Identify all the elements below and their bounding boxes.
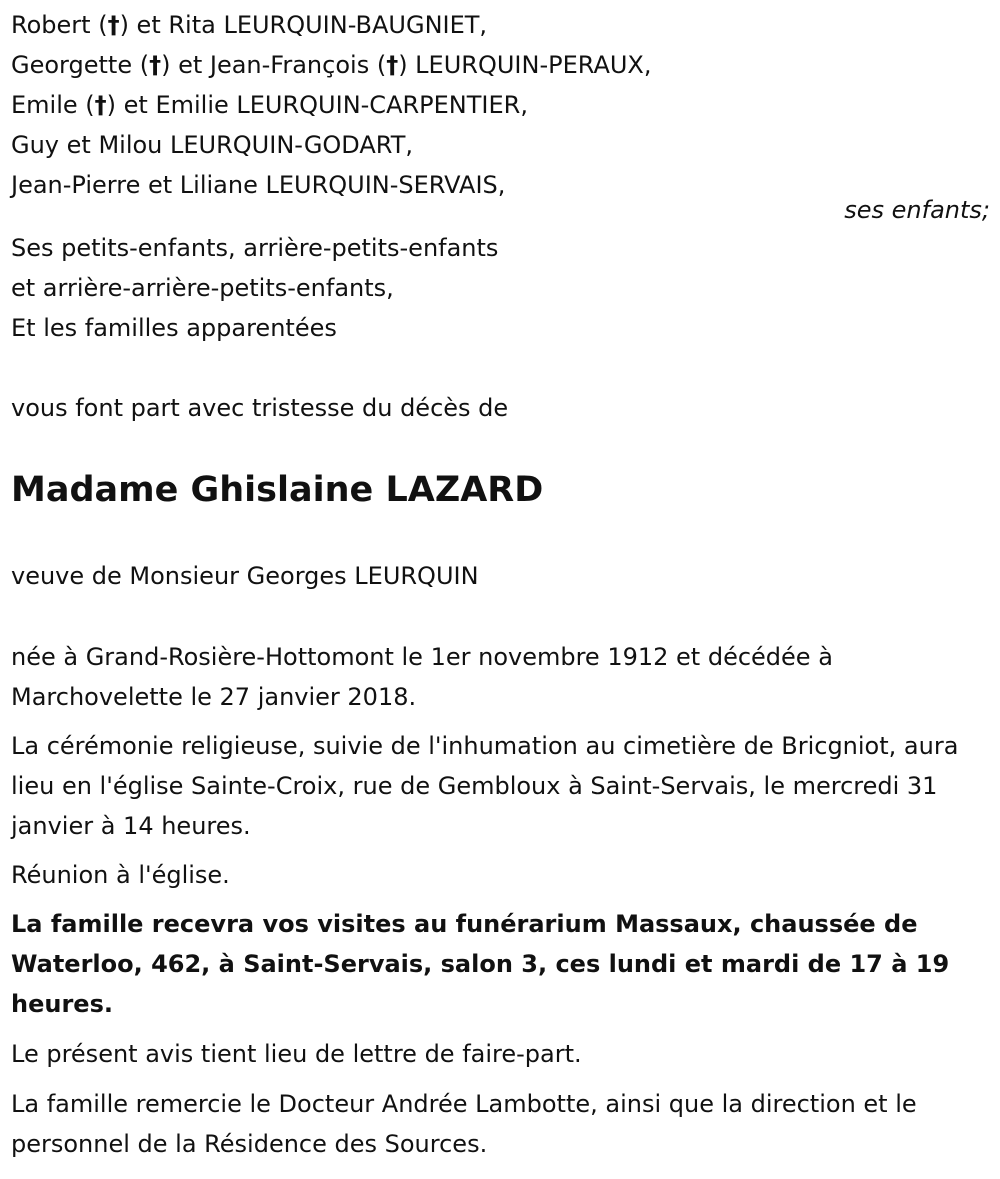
widow-of: veuve de Monsieur Georges LEURQUIN bbox=[11, 562, 479, 590]
relatives-line-2: et arrière-arrière-petits-enfants, bbox=[11, 274, 394, 302]
notice-statement: Le présent avis tient lieu de lettre de faire-part. bbox=[11, 1040, 582, 1068]
relatives-line-1: Ses petits-enfants, arrière-petits-enfants bbox=[11, 234, 499, 262]
cross-icon: † bbox=[94, 91, 107, 119]
children-note: ses enfants; bbox=[844, 196, 990, 224]
child-line-3: Emile (†) et Emilie LEURQUIN-CARPENTIER, bbox=[11, 91, 528, 119]
deceased-name: Madame Ghislaine LAZARD bbox=[11, 470, 544, 510]
announcement: vous font part avec tristesse du décès de bbox=[11, 394, 509, 422]
visits-details: La famille recevra vos visites au funérarium Massaux, chaussée de Waterloo, 462, à Saint-Servais, salon 3, ces lundi et mardi de 17 à 19 heures. bbox=[11, 910, 950, 1018]
children-list bbox=[11, 5, 990, 205]
relatives-list bbox=[11, 228, 990, 348]
ceremony-details: La cérémonie religieuse, suivie de l'inhumation au cimetière de Bricgniot, aura lieu en l'église Sainte-Croix, rue de Gembloux à Saint-Servais, le mercredi 31 janvier à 14 heures. bbox=[11, 732, 959, 840]
thanks-statement: La famille remercie le Docteur Andrée Lambotte, ainsi que la direction et le personnel de la Résidence des Sources. bbox=[11, 1090, 917, 1158]
child-line-4: Guy et Milou LEURQUIN-GODART, bbox=[11, 131, 413, 159]
child-line-2: Georgette (†) et Jean-François (†) LEURQUIN-PERAUX, bbox=[11, 51, 652, 79]
birth-death: née à Grand-Rosière-Hottomont le 1er novembre 1912 et décédée à Marchovelette le 27 janvier 2018. bbox=[11, 643, 833, 711]
child-line-5: Jean-Pierre et Liliane LEURQUIN-SERVAIS, bbox=[11, 171, 506, 199]
cross-icon: † bbox=[386, 51, 399, 79]
relatives-line-3: Et les familles apparentées bbox=[11, 314, 337, 342]
cross-icon: † bbox=[149, 51, 162, 79]
child-line-1: Robert (†) et Rita LEURQUIN-BAUGNIET, bbox=[11, 11, 488, 39]
meeting-place: Réunion à l'église. bbox=[11, 861, 230, 889]
cross-icon: † bbox=[107, 11, 120, 39]
